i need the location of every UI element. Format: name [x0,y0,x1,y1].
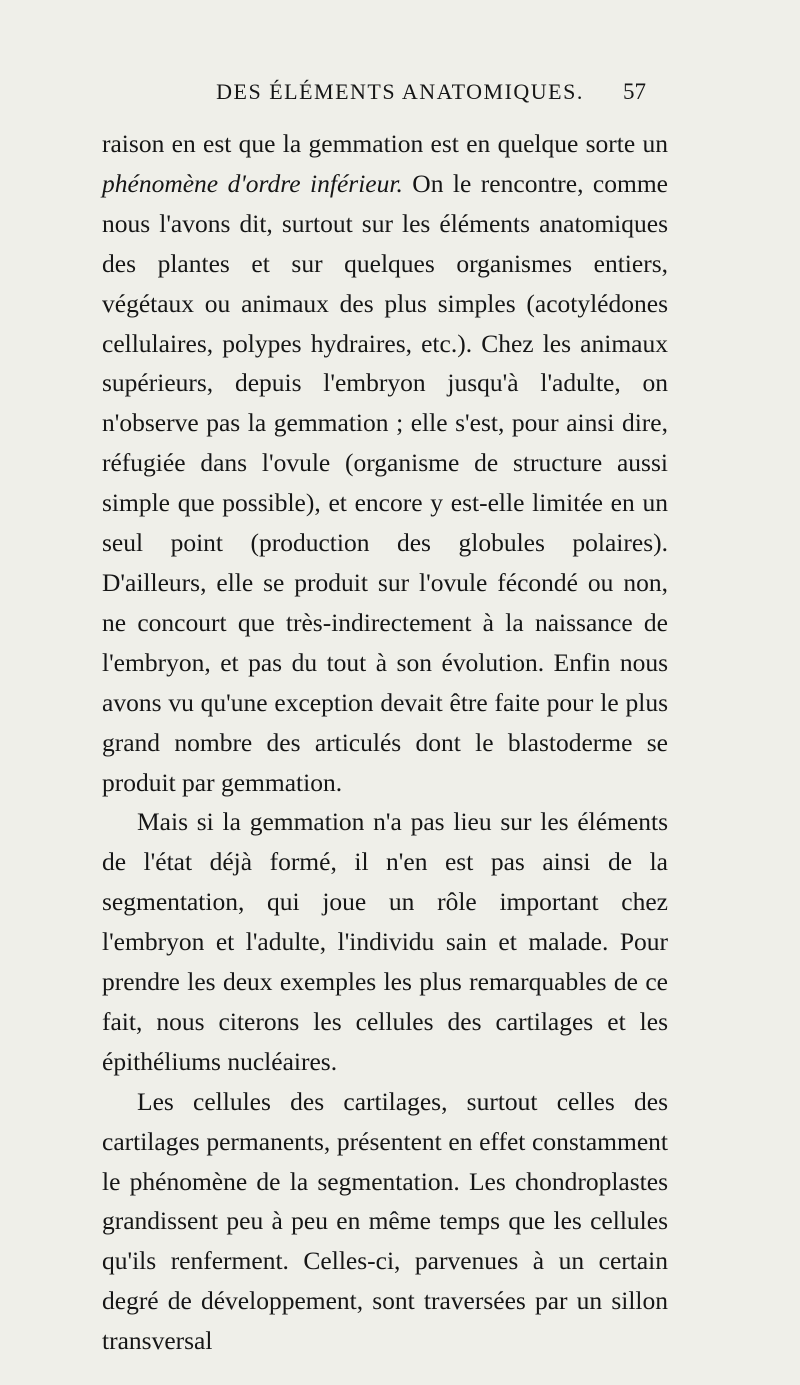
body-text [102,124,668,1361]
page-number: 57 [623,79,646,104]
paragraph-1-start: raison en est que la gemmation est en quelque sorte un [102,129,668,158]
italic-phrase: phénomène d'ordre inférieur. [102,168,403,198]
paragraph-1 [102,124,668,802]
paragraph-3: Les cellules des cartilages, surtout celles des cartilages permanents, présentent en effet constamment le phénomène de la segmentation. Les chondroplastes grandissent peu à peu en même temps que les cellules qu'ils renferment. Celles-ci, parvenues à un certain degré de développement, sont traversées par un sillon transversal [102,1086,668,1356]
paragraph-2: Mais si la gemmation n'a pas lieu sur les éléments de l'état déjà formé, il n'en est pas ainsi de la segmentation, qui joue un rôle important chez l'embryon et l'adulte, l'individu sain et malade. Pour prendre les deux exemples les plus remarquables de ce fait, nous citerons les cellules des cartilages et les épithéliums nucléaires. [102,807,668,1076]
running-title: DES ÉLÉMENTS ANATOMIQUES. [216,79,584,104]
paragraph-1-rest: On le rencontre, comme nous l'avons dit, surtout sur les éléments anatomiques des plantes et sur quelques organismes entiers, végétaux ou animaux des plus simples (acotylédones cellulaires, polypes hydraires, etc.). Chez les animaux supérieurs, depuis l'embryon jusqu'à l'adulte, on n'observe pas la gemmation ; elle s'est, pour ainsi dire, réfugiée dans l'ovule (organisme de structure aussi simple que possible), et encore y est-elle limitée en un seul point (production des globules polaires). D'ailleurs, elle se produit sur l'ovule fécondé ou non, ne concourt que très-indirectement à la naissance de l'embryon, et pas du tout à son évolution. Enfin nous avons vu qu'une exception devait être faite pour le plus grand nombre des articulés dont le blastoderme se produit par gemmation. [102,168,668,797]
